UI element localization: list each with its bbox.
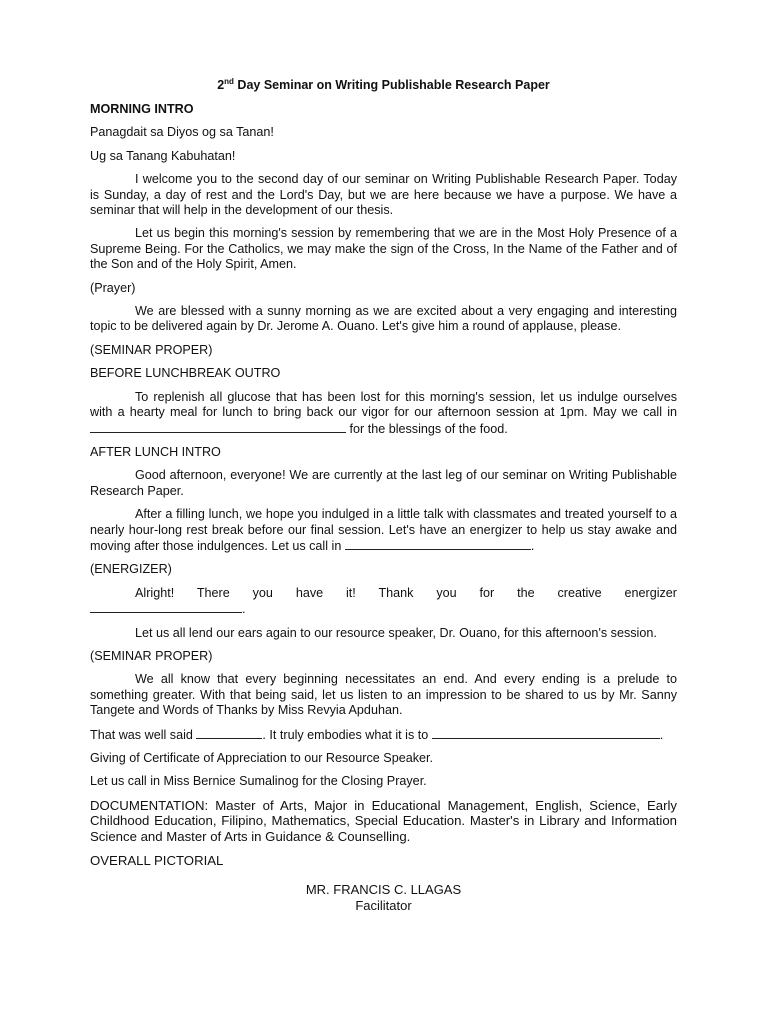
opening-paragraph: Let us begin this morning's session by remembering that we are in the Most Holy Presence of a Supreme Being. For the Catholics, we may make the sign of the Cross, In the Name of the Father and of the Son and of the Holy Spirit, Amen.: [90, 226, 677, 272]
document-title: [90, 78, 677, 93]
heading-morning-intro: MORNING INTRO: [90, 102, 194, 116]
documentation-paragraph: DOCUMENTATION: Master of Arts, Major in Educational Management, English, Science, Early Childhood Education, Filipino, Mathematics, Special Education. Master's in Library and Information Science and Master of Arts in Guidance & Counselling.: [90, 797, 677, 844]
greeting-line-2: Ug sa Tanang Kabuhatan!: [90, 148, 236, 163]
blank-line: [196, 727, 262, 739]
thank-energizer-blank: .: [90, 601, 677, 617]
facilitator-role: Facilitator: [355, 897, 412, 913]
blank-line: [345, 538, 531, 550]
title-text: Day Seminar on Writing Publishable Research Paper: [233, 78, 550, 92]
blank-line: [432, 727, 660, 739]
afternoon-paragraph: Good afternoon, everyone! We are currently at the last leg of our seminar on Writing Publishable Research Paper.: [90, 468, 677, 498]
energizer-call-text: After a filling lunch, we hope you indulged in a little talk with classmates and treated yourself to a nearly hour-long rest break before our final session. Let's have an energizer to help us stay awake and moving after those indulgences. Let us call in: [90, 507, 677, 553]
certificate-line: Giving of Certificate of Appreciation to our Resource Speaker.: [90, 751, 434, 765]
well-said-text-b: . It truly embodies what it is to: [262, 727, 432, 742]
energizer-cue: (ENERGIZER): [90, 562, 172, 577]
resource-speaker-paragraph: Let us all lend our ears again to our resource speaker, Dr. Ouano, for this afternoon's session.: [135, 625, 657, 640]
title-ordinal: 2: [217, 78, 225, 92]
well-said-paragraph: That was well said . It truly embodies what it is to .: [90, 727, 664, 742]
blank-line: [90, 421, 346, 433]
blank-line: [90, 601, 242, 613]
lunch-text-a: To replenish all glucose that has been lost for this morning's session, let us indulge ourselves with a hearty meal for lunch to bring back our vigor for our afternoon session at 1pm. May we call in: [90, 389, 677, 420]
pictorial-line: OVERALL PICTORIAL: [90, 852, 224, 868]
document-page: [90, 78, 677, 913]
signature-block: [90, 882, 677, 913]
well-said-text-a: That was well said: [90, 727, 197, 742]
thank-energizer-line: Alright! There you have it! Thank you for the creative energizer: [135, 585, 677, 600]
closing-prayer-line: Let us call in Miss Bernice Sumalinog for the Closing Prayer.: [90, 774, 427, 789]
facilitator-name: MR. FRANCIS C. LLAGAS: [305, 882, 462, 898]
heading-before-lunch: BEFORE LUNCHBREAK OUTRO: [90, 366, 281, 381]
greeting-line-1: Panagdait sa Diyos og sa Tanan!: [90, 125, 274, 140]
lunch-paragraph: [90, 390, 677, 437]
seminar-proper-cue-1: (SEMINAR PROPER): [90, 342, 213, 357]
impression-paragraph: We all know that every beginning necessitates an end. And every ending is a prelude to something greater. With that being said, let us listen to an impression to be shared to us by Mr. Sanny Tangete and Words of Thanks by Miss Revyia Apduhan.: [90, 672, 677, 718]
welcome-paragraph: I welcome you to the second day of our seminar on Writing Publishable Research Paper. Today is Sunday, a day of rest and the Lord's Day, but we are here because we have a purpose. We have a seminar that will help in the development of our thesis.: [90, 172, 677, 218]
speaker-intro-paragraph: We are blessed with a sunny morning as we are excited about a very engaging and interesting topic to be delivered again by Dr. Jerome A. Ouano. Let's give him a round of applause, please.: [90, 304, 677, 334]
energizer-call-paragraph: After a filling lunch, we hope you indulged in a little talk with classmates and treated yourself to a nearly hour-long rest break before our final session. Let's have an energizer to help us stay awake and moving after those indulgences. Let us call in .: [90, 507, 677, 553]
heading-after-lunch: AFTER LUNCH INTRO: [90, 444, 221, 459]
seminar-proper-cue-2: (SEMINAR PROPER): [90, 648, 213, 663]
lunch-text-b: for the blessings of the food.: [346, 421, 508, 436]
title-ordinal-suffix: nd: [224, 76, 234, 86]
prayer-cue: (Prayer): [90, 280, 136, 295]
